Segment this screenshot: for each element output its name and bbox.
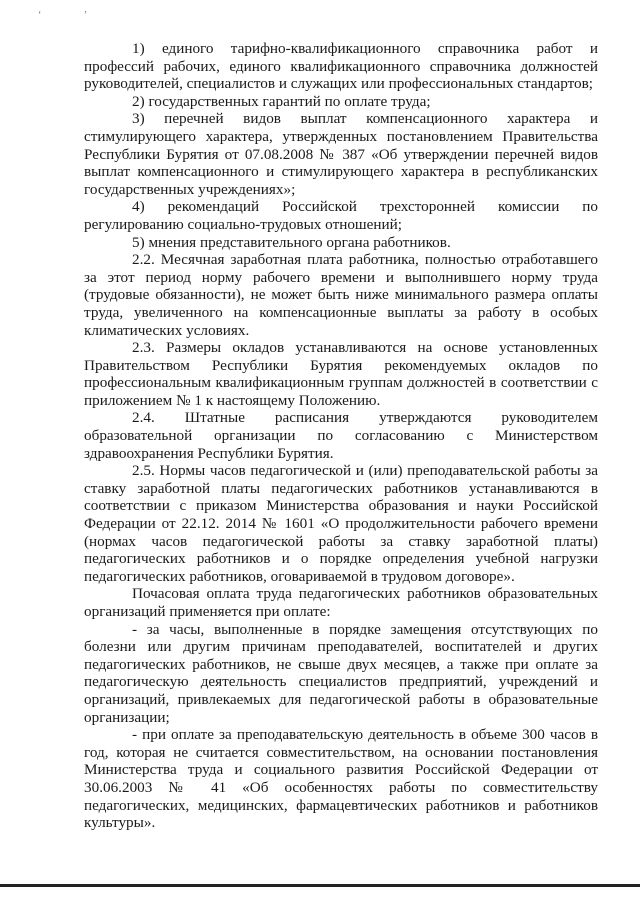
paragraph-item-5: 5) мнения представительного органа работников. [132, 233, 451, 251]
paragraph-2-3: 2.3. Размеры окладов устанавливаются на основе установленных Правительством Республики Бурятия рекомендуемых окладов по профессиональным квалификационным группам должностей в соответствии с приложением № 1 к настоящему Положению. [84, 339, 598, 409]
paragraph-2-2: 2.2. Месячная заработная плата работника, полностью отработавшего за этот период норму рабочего времени и выполнившего норму труда (трудовые обязанности), не может быть ниже минимального размера оплаты труда, увеличенного на компенсационные выплаты за работу в особых климатических условиях. [84, 251, 598, 339]
paragraph-2-4: 2.4. Штатные расписания утверждаются руководителем образовательной организации по согласованию с Министерством здравоохранения Республики Бурятия. [84, 409, 598, 462]
paragraph-item-1: 1) единого тарифно-квалификационного справочника работ и профессий рабочих, единого квалификационного справочника должностей руководителей, специалистов и служащих или профессиональных стандартов; [84, 40, 598, 93]
paragraph-item-2: 2) государственных гарантий по оплате труда; [132, 92, 431, 110]
paragraph-item-4: 4) рекомендаций Российской трехсторонней комиссии по регулированию социально-трудовых отношений; [84, 198, 598, 233]
paragraph-hourly-pay: Почасовая оплата труда педагогических работников образовательных организаций применяется при оплате: [84, 585, 598, 620]
paragraph-item-3: 3) перечней видов выплат компенсационного характера и стимулирующего характера, утвержденных постановлением Правительства Республики Бурятия от 07.08.2008 № 387 «Об утверждении перечней видов выплат компенсационного и стимулирующего характера в республиканских государственных учреждениях»; [84, 110, 598, 198]
paragraph-substitution: - за часы, выполненные в порядке замещения отсутствующих по болезни или другим причинам преподавателей, воспитателей и других педагогических работников, не свыше двух месяцев, а также при оплате за педагогическую деятельность специалистов предприятий, учреждений и организаций, привлекаемых для педагогической работы в образовательные организации; [84, 620, 598, 726]
document-body [84, 40, 598, 832]
paragraph-2-5: 2.5. Нормы часов педагогической и (или) преподавательской работы за ставку заработной платы педагогических работников устанавливаются в соответствии с приказом Министерства образования и науки Российской Федерации от 22.12. 2014 № 1601 «О продолжительности рабочего времени (нормах часов педагогической работы за ставку заработной платы) педагогических работников и о порядке определения учебной нагрузки педагогических работников, оговариваемой в трудовом договоре». [84, 462, 598, 585]
paragraph-300-hours: - при оплате за преподавательскую деятельность в объеме 300 часов в год, которая не считается совместительством, на основании постановления Министерства труда и социального развития Российской Федерации от 30.06.2003 № 41 «Об особенностях работы по совместительству педагогических, медицинских, фармацевтических работников и работников культуры». [84, 726, 598, 832]
scan-marks: ‘ ’ [38, 10, 108, 21]
bottom-rule [0, 884, 640, 887]
